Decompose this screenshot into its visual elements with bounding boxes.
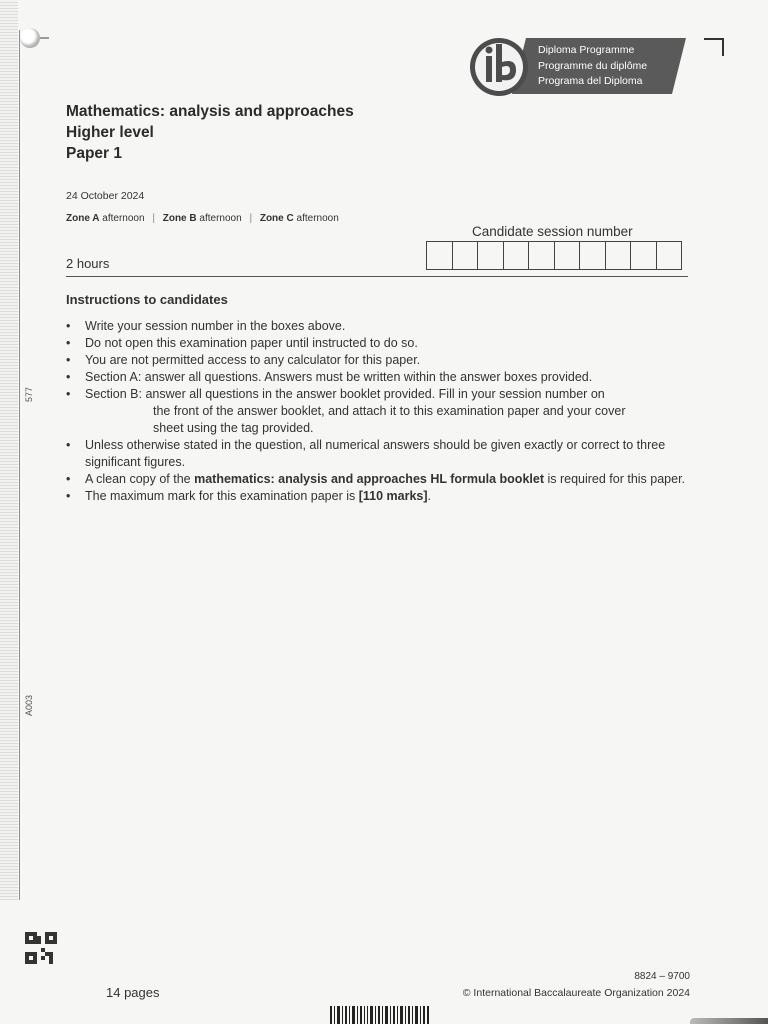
session-number-boxes (426, 241, 682, 270)
max-marks: [110 marks] (358, 489, 428, 503)
zone-c-name: Zone C (259, 213, 294, 224)
exam-title (66, 101, 354, 164)
programme-name-fr: Programme du diplôme (538, 59, 648, 72)
session-number-box[interactable] (656, 241, 683, 270)
session-number-label: Candidate session number (472, 224, 633, 239)
scan-edge-strip (0, 0, 18, 900)
staple-mark (40, 37, 49, 39)
session-number-box[interactable] (579, 241, 605, 270)
zone-b-name: Zone B (162, 213, 197, 224)
instruction-text: . (427, 489, 432, 503)
instruction-item (66, 488, 696, 505)
zone-separator: | (249, 213, 253, 224)
instruction-text: Do not open this examination paper until instructed to do so. (85, 336, 418, 350)
registration-corner-mark (704, 38, 724, 56)
scan-edge-shadow (690, 1018, 768, 1024)
qr-code-icon (25, 932, 57, 964)
exam-duration: 2 hours (66, 256, 110, 271)
session-number-box[interactable] (630, 241, 656, 270)
session-number-box[interactable] (477, 241, 503, 270)
instruction-text: is required for this paper. (543, 472, 686, 486)
instruction-text: Section A: answer all questions. Answers must be written within the answer boxes provided. (85, 370, 593, 384)
staple-hole-icon (20, 28, 40, 48)
level-title: Higher level (66, 124, 154, 141)
exam-date: 24 October 2024 (66, 190, 145, 202)
instruction-text: You are not permitted access to any calculator for this paper. (85, 353, 421, 367)
paper-title: Paper 1 (66, 145, 123, 162)
ib-programme-names (538, 43, 647, 90)
formula-booklet-name: mathematics: analysis and approaches HL formula booklet (194, 472, 544, 486)
session-number-box[interactable] (554, 241, 580, 270)
instruction-text: The maximum mark for this examination paper is (85, 489, 359, 503)
session-number-box[interactable] (528, 241, 554, 270)
programme-name-en: Diploma Programme (538, 44, 635, 56)
instruction-text: Write your session number in the boxes above. (85, 319, 346, 333)
margin-line (19, 30, 20, 900)
zone-c-time: afternoon (296, 213, 339, 224)
instruction-text: A clean copy of the (85, 472, 195, 486)
instruction-item (66, 471, 696, 488)
barcode-icon (330, 1006, 430, 1024)
side-code-bottom: A003 (24, 694, 34, 716)
programme-name-es: Programa del Diploma (538, 75, 643, 87)
instruction-text: Unless otherwise stated in the question, all numerical answers should be given exactly or correct to three significant figures. (85, 438, 666, 469)
instruction-text: Section B: answer all questions in the answer booklet provided. Fill in your session number on (85, 387, 605, 401)
instruction-item (66, 369, 696, 386)
zones-line (66, 213, 339, 224)
instruction-item (66, 352, 696, 369)
copyright-notice: © International Baccalaureate Organization 2024 (462, 987, 690, 999)
side-code-top: 577 (24, 386, 34, 402)
zone-separator: | (152, 213, 155, 224)
instruction-item (66, 335, 696, 352)
ib-logo (468, 36, 688, 98)
zone-a-name: Zone A (66, 213, 100, 224)
instructions-heading: Instructions to candidates (66, 292, 228, 307)
instructions-list (66, 318, 696, 505)
instruction-text-continued: the front of the answer booklet, and attach it to this examination paper and your cover (153, 404, 626, 418)
page-count: 14 pages (106, 985, 160, 1000)
subject-title: Mathematics: analysis and approaches (66, 103, 354, 120)
zone-a-time: afternoon (102, 213, 145, 224)
instruction-item (66, 437, 696, 471)
instruction-text-continued: sheet using the tag provided. (153, 421, 314, 435)
session-number-box[interactable] (605, 241, 631, 270)
session-number-box[interactable] (503, 241, 529, 270)
zone-b-time: afternoon (199, 213, 242, 224)
header-divider (66, 276, 688, 277)
instruction-item (66, 318, 696, 335)
session-number-box[interactable] (426, 241, 452, 270)
instruction-item (66, 386, 696, 437)
session-number-box[interactable] (452, 241, 478, 270)
exam-code: 8824 – 9700 (634, 971, 690, 982)
